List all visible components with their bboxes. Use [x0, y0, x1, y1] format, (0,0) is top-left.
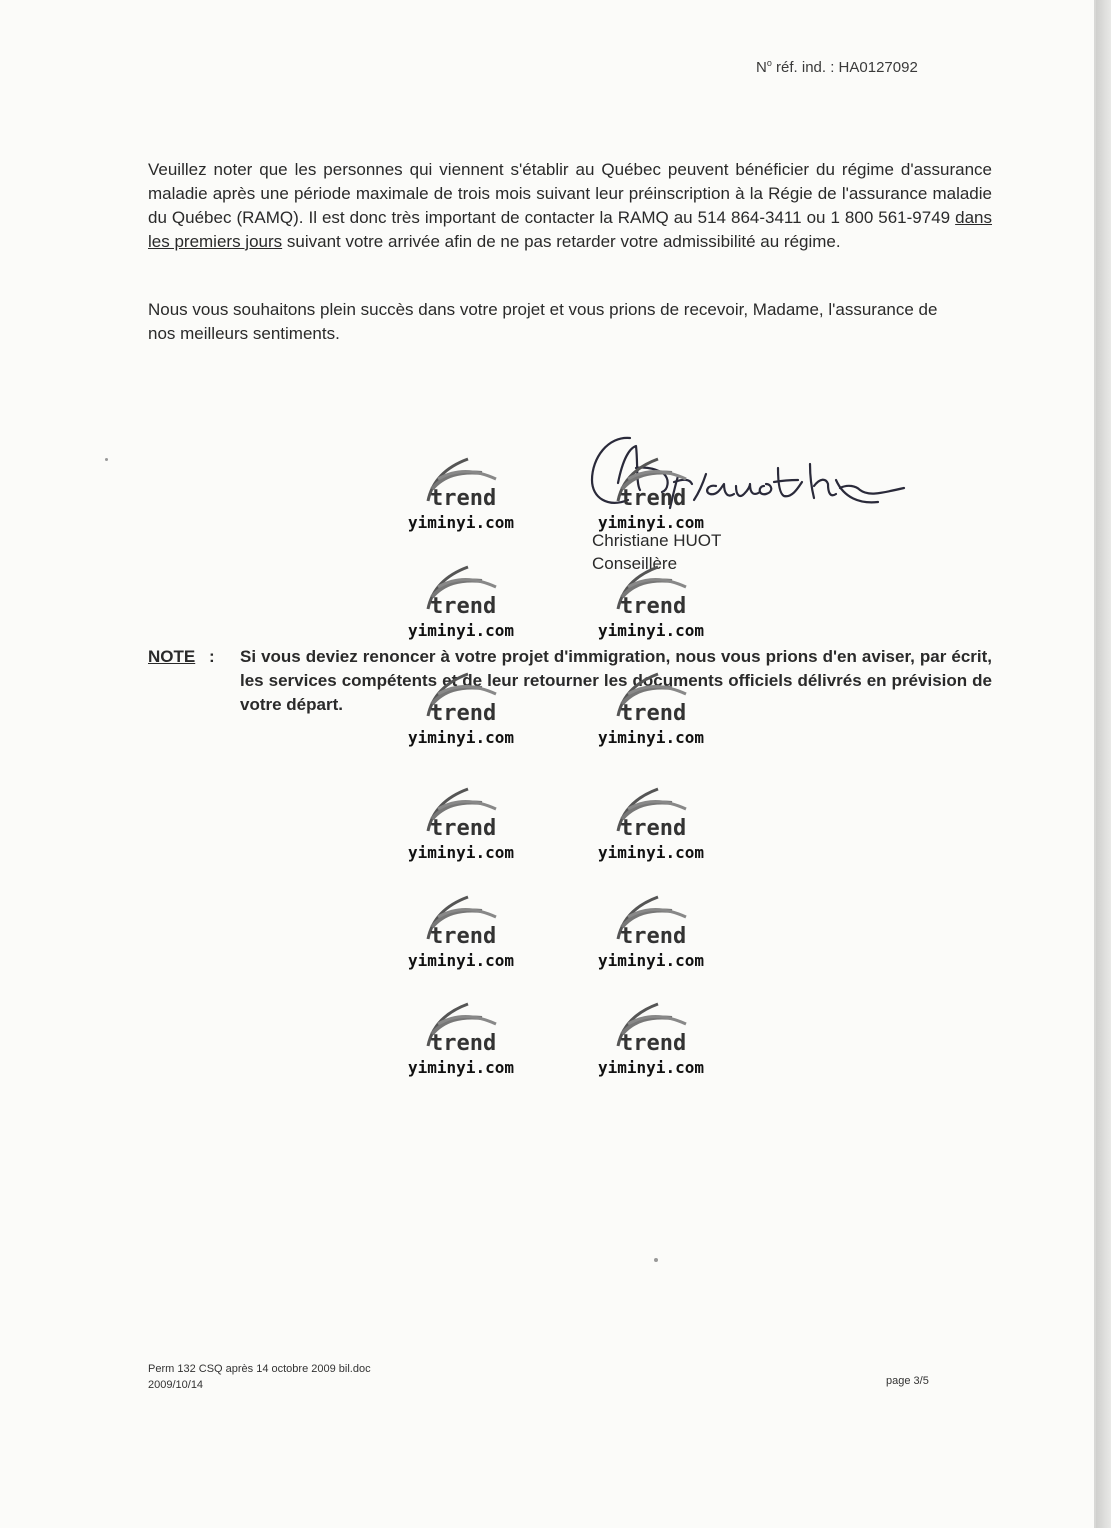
trend-logo-icon	[416, 785, 506, 841]
trend-logo-icon	[416, 893, 506, 949]
watermark	[576, 563, 726, 643]
trend-logo-icon	[416, 563, 506, 619]
scan-speck	[654, 1258, 658, 1262]
reference-number: $N^o$ réf. ind. : HA0127092	[756, 58, 918, 76]
trend-logo-text: trend	[620, 594, 687, 619]
watermark	[386, 670, 536, 750]
signatory-title: Conseillère	[592, 554, 678, 573]
watermark-site: yiminyi.com	[598, 951, 704, 970]
signatory-name: Christiane HUOT	[592, 531, 722, 550]
watermark	[576, 455, 726, 535]
watermark-site: yiminyi.com	[598, 728, 704, 747]
trend-logo-text: trend	[430, 701, 497, 726]
watermark	[576, 785, 726, 865]
paragraph-closing: Nous vous souhaitons plein succès dans votre projet et vous prions de recevoir, Madame, l'assurance de nos meilleurs sentiments.	[148, 300, 938, 343]
watermark	[386, 1000, 536, 1080]
footer-file-info	[148, 1361, 371, 1393]
watermark-site: yiminyi.com	[598, 843, 704, 862]
trend-logo-text: trend	[430, 486, 497, 511]
watermark-site: yiminyi.com	[408, 621, 514, 640]
trend-logo-text: trend	[620, 701, 687, 726]
watermark	[576, 893, 726, 973]
trend-logo-text: trend	[430, 816, 497, 841]
watermark-site: yiminyi.com	[408, 843, 514, 862]
watermark	[386, 785, 536, 865]
trend-logo-text: trend	[620, 1031, 687, 1056]
trend-logo-text: trend	[620, 816, 687, 841]
trend-logo-icon	[606, 785, 696, 841]
trend-logo-text: trend	[430, 1031, 497, 1056]
watermark-site: yiminyi.com	[408, 951, 514, 970]
trend-logo-icon	[416, 455, 506, 511]
underlined-phrase: dans les premiers jours	[148, 208, 992, 251]
watermark	[386, 455, 536, 535]
trend-logo-icon	[416, 1000, 506, 1056]
trend-logo-icon	[606, 893, 696, 949]
watermark-site: yiminyi.com	[598, 621, 704, 640]
note-label: NOTE	[148, 647, 196, 666]
trend-logo-text: trend	[620, 486, 687, 511]
paragraph-health-insurance: Veuillez noter que les personnes qui viennent s'établir au Québec peuvent bénéficier du régime d'assurance maladie après une période maximale de trois mois suivant leur préinscription à la Régie de l'assurance maladie du Québec (RAMQ). Il est donc très important de contacter la RAMQ au 514 864-3411 ou 1 800 561-9749 dans les premiers jours suivant votre arrivée afin de ne pas retarder votre admissibilité au régime.	[148, 160, 992, 251]
watermark	[386, 563, 536, 643]
watermark	[576, 670, 726, 750]
trend-logo-text: trend	[620, 924, 687, 949]
scan-edge	[1096, 0, 1111, 1528]
note-text: Si vous deviez renoncer à votre projet d'immigration, nous vous prions d'en aviser, par écrit, les services compétents et de leur retourner les documents officiels délivrés en prévision de votre départ.	[240, 647, 992, 714]
footer-date: 2009/10/14	[148, 1379, 204, 1391]
trend-logo-text: trend	[430, 924, 497, 949]
trend-logo-icon	[606, 455, 696, 511]
page-number: page 3/5	[886, 1375, 929, 1387]
trend-logo-text: trend	[430, 594, 497, 619]
watermark-site: yiminyi.com	[598, 1058, 704, 1077]
trend-logo-icon	[606, 1000, 696, 1056]
watermark-site: yiminyi.com	[598, 513, 704, 532]
watermark-site: yiminyi.com	[408, 513, 514, 532]
watermark-site: yiminyi.com	[408, 728, 514, 747]
trend-logo-icon	[606, 670, 696, 726]
note-colon: :	[209, 647, 215, 666]
trend-logo-icon	[416, 670, 506, 726]
footer-filename: Perm 132 CSQ après 14 octobre 2009 bil.doc	[148, 1363, 371, 1375]
watermark-site: yiminyi.com	[408, 1058, 514, 1077]
watermark	[386, 893, 536, 973]
trend-logo-icon	[606, 563, 696, 619]
watermark	[576, 1000, 726, 1080]
scan-speck	[105, 458, 108, 461]
